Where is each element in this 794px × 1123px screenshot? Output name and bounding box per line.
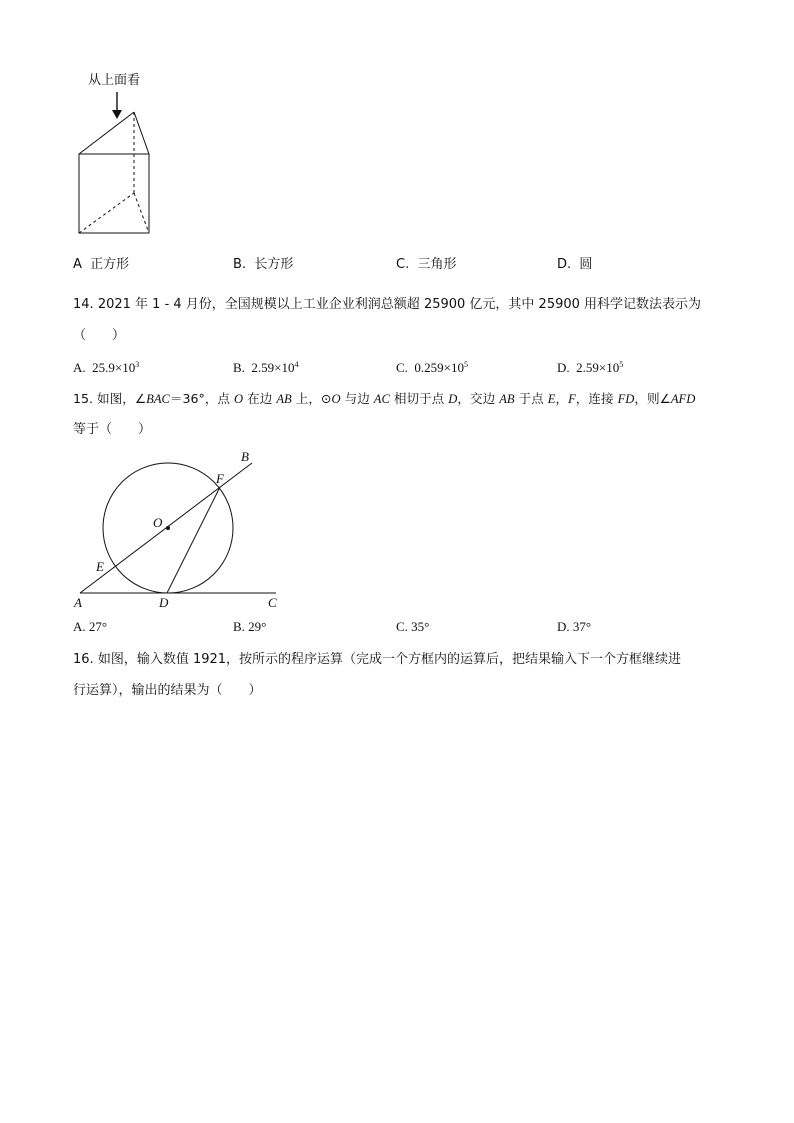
point-label-o: O bbox=[153, 515, 163, 530]
prism-top-right-edge bbox=[134, 112, 149, 154]
q13-option-d: D. 圆 bbox=[557, 257, 593, 272]
q16-stem-line1: 16. 如图，输入数值 1921，按所示的程序运算（完成一个方框内的运算后，把结果输入下一个方框继续进 bbox=[73, 652, 682, 667]
point-label-a: A bbox=[74, 595, 82, 610]
view-direction-label: 从上面看 bbox=[88, 73, 141, 88]
prism-front-face bbox=[79, 154, 149, 233]
point-label-d: D bbox=[159, 595, 169, 610]
prism-hidden-bottom-left-edge bbox=[79, 193, 134, 233]
circle-tangent-figure bbox=[70, 445, 290, 615]
q15-option-b: B. 29° bbox=[233, 619, 267, 634]
point-label-f: F bbox=[216, 471, 224, 486]
q14-stem-line2: （ ） bbox=[73, 328, 126, 343]
q14-option-c: C. $0.259\times 10^5$ bbox=[396, 360, 469, 375]
q15-stem-line2: 等于（ ） bbox=[73, 422, 152, 437]
q13-option-c: C. 三角形 bbox=[396, 257, 457, 272]
point-label-b: B bbox=[241, 449, 249, 464]
segment-fd bbox=[167, 487, 220, 593]
prism-figure bbox=[70, 88, 160, 240]
q15-option-a: A. 27° bbox=[73, 619, 108, 634]
q14-option-d: D. $2.59\times 10^5$ bbox=[557, 360, 624, 375]
q14-option-b: B. $2.59\times 10^4$ bbox=[233, 360, 299, 375]
q13-option-a: A 正方形 bbox=[73, 257, 130, 272]
q14-stem-line1: 14. 2021 年 1 - 4 月份，全国规模以上工业企业利润总额超 25900 亿元，其中 25900 用科学记数法表示为 bbox=[73, 297, 702, 312]
point-label-c: C bbox=[268, 595, 277, 610]
point-label-e: E bbox=[96, 559, 104, 574]
q13-option-b: B. 长方形 bbox=[233, 257, 294, 272]
prism-top-left-edge bbox=[79, 112, 134, 154]
q15-stem-line1: 15. 如图，∠BAC＝36°，点 O 在边 AB 上，⊙O 与边 AC 相切于点 D，交边 AB 于点 E，F，连接 FD，则∠AFD bbox=[73, 391, 696, 406]
view-arrow-head bbox=[112, 110, 122, 119]
q14-option-a: A. $25.9\times 10^3$ bbox=[73, 360, 140, 375]
center-point-o bbox=[166, 526, 170, 530]
q15-option-d: D. 37° bbox=[557, 619, 592, 634]
q16-stem-line2: 行运算），输出的结果为（ ） bbox=[73, 683, 262, 698]
q15-option-c: C. 35° bbox=[396, 619, 430, 634]
prism-hidden-bottom-right-edge bbox=[134, 193, 149, 233]
